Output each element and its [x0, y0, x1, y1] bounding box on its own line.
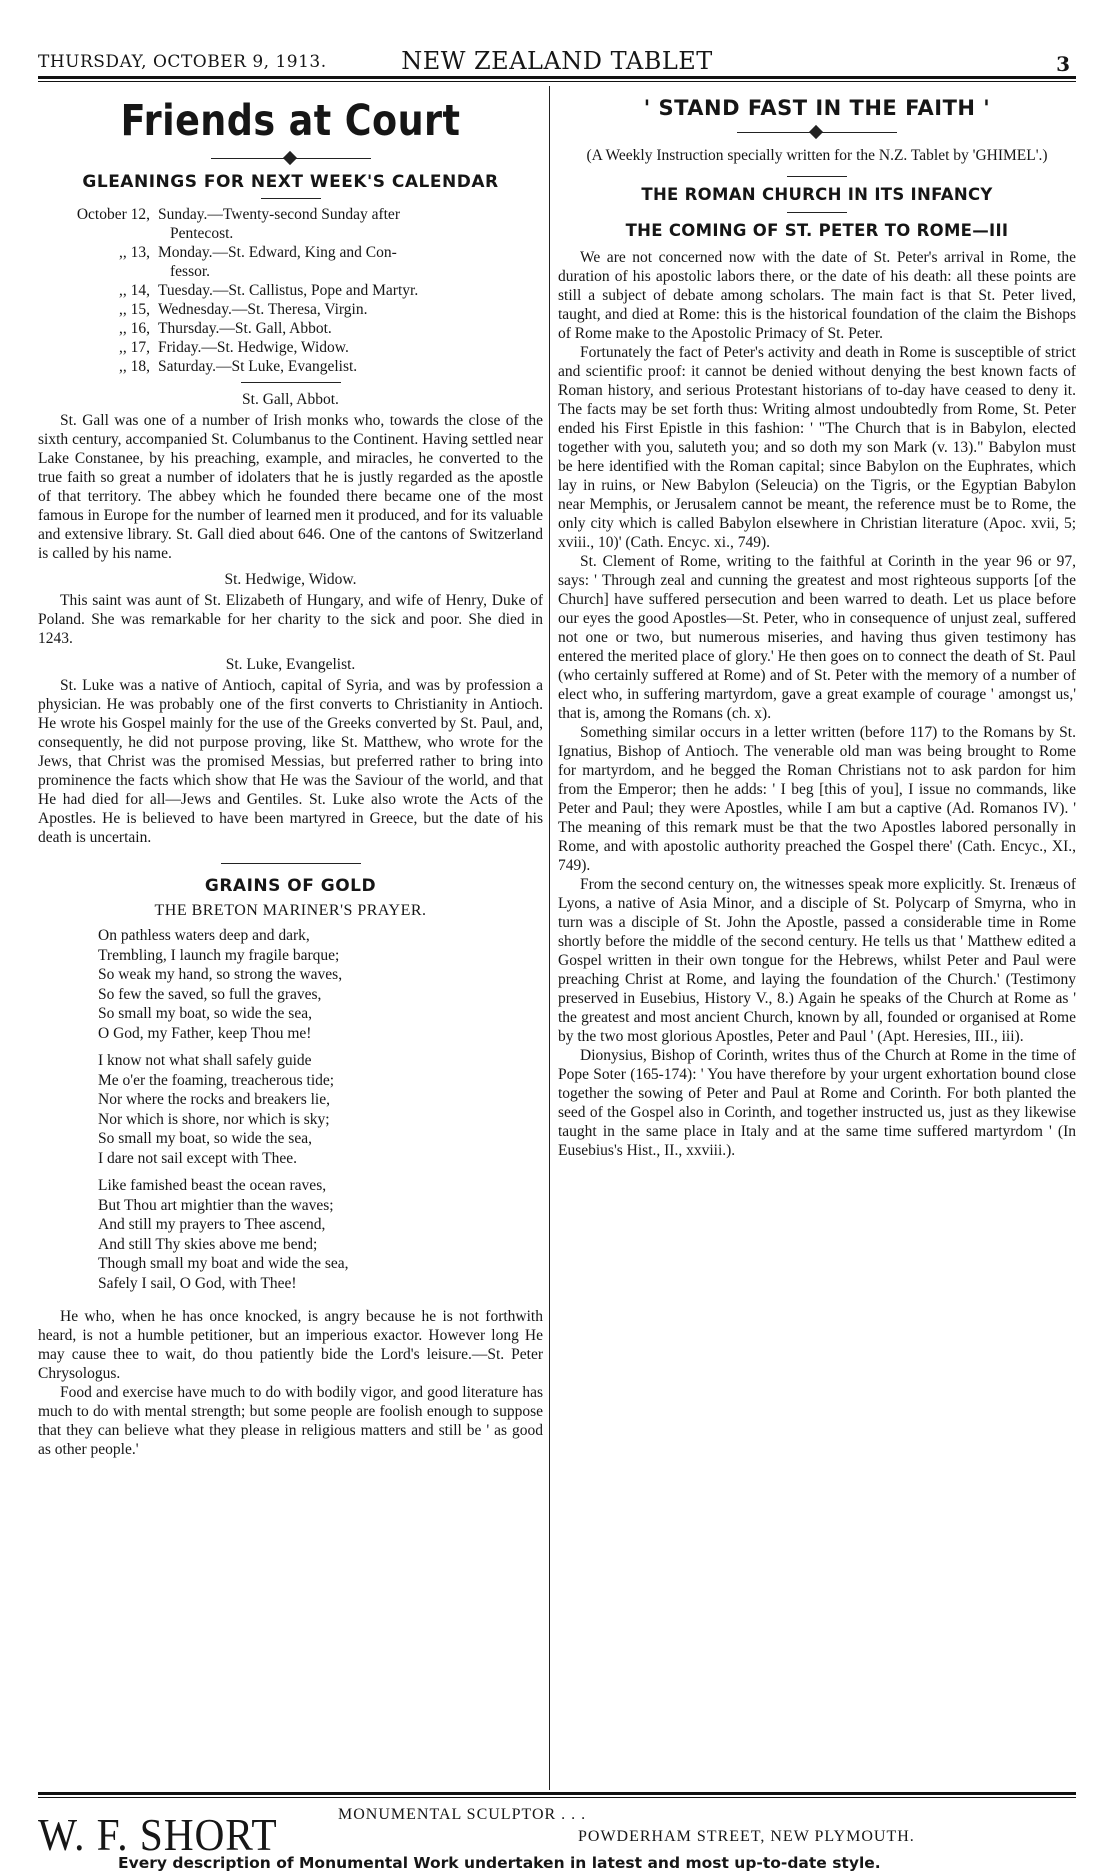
section-title-stand-fast: ' STAND FAST IN THE FAITH ' — [643, 96, 991, 120]
calendar-entry — [38, 243, 543, 281]
calendar-entry — [38, 205, 543, 243]
calendar-feast — [158, 338, 543, 357]
advert-role: MONUMENTAL SCULPTOR . . . — [338, 1806, 587, 1823]
masthead — [38, 0, 1076, 76]
columns — [38, 86, 1076, 1790]
calendar-entry — [38, 338, 543, 357]
calendar-feast — [158, 300, 543, 319]
left-column — [38, 86, 543, 1790]
poem-line: Though small my boat and wide the sea, — [98, 1255, 349, 1272]
poem-stanza-1 — [98, 926, 543, 1043]
masthead-rule-thin — [38, 81, 1076, 82]
calendar-feast-text: Wednesday.—St. Theresa, Virgin. — [158, 301, 368, 318]
calendar-feast — [158, 205, 543, 243]
calendar-feast-text: Friday.—St. Hedwige, Widow. — [158, 339, 349, 356]
calendar-entry — [38, 300, 543, 319]
masthead-publication: NEW ZEALAND TABLET — [401, 47, 713, 75]
poem-line: So small my boat, so wide the sea, — [98, 1130, 312, 1147]
calendar-date: ,, 17, — [119, 339, 150, 356]
calendar-feast-continued: Pentecost. — [170, 225, 234, 242]
calendar-feast — [158, 281, 543, 300]
short-rule — [261, 198, 321, 199]
masthead-rule — [38, 76, 1076, 79]
poem-stanza-2 — [98, 1051, 543, 1168]
poem-line: And still my prayers to Thee ascend, — [98, 1216, 326, 1233]
calendar-feast — [158, 243, 543, 281]
ornament-divider — [737, 126, 897, 140]
calendar-feast-continued: fessor. — [170, 263, 211, 280]
poem-line: I know not what shall safely guide — [98, 1052, 312, 1069]
short-rule — [221, 863, 361, 864]
calendar-feast — [158, 319, 543, 338]
calendar-feast — [158, 357, 543, 376]
advert-rule-thin — [38, 1797, 1076, 1798]
short-rule — [241, 382, 341, 383]
poem-line: Nor which is shore, nor which is sky; — [98, 1110, 330, 1128]
advert-address: POWDERHAM STREET, NEW PLYMOUTH. — [578, 1828, 915, 1845]
short-rule — [787, 176, 847, 177]
poem-line: I dare not sail except with Thee. — [98, 1149, 297, 1167]
calendar-list — [38, 205, 543, 376]
poem-stanza-3 — [98, 1176, 543, 1293]
ornament-divider — [211, 152, 371, 166]
page-number: 3 — [1056, 52, 1070, 76]
article-paragraph: Fortunately the fact of Peter's activity and death in Rome is susceptible of strict and scientific proof: it cannot be denied without denying the best known facts of Roman history, and serious Protestant historians of to-day have ceased to deny it. The facts may be set forth thus: Writing almost undoubtedly from Rome, St. Peter ended his First Epistle in this fashion: ' "The Church that is in Babylon, elected together with you, saluteth you; and so doth my son Mark (v. 13)." Babylon must be here identified with the Roman capital; since Babylon on the Euphrates, which lay in ruins, or New Babylon (Seleucia) on the Tigris, or the Egyptian Babylon near Memphis, or Jerusalem cannot be meant, the reference must be to Rome, the only city which is called Babylon elsewhere in Christian literature (Apoc. xvii, 5; xviii., 10)' (Cath. Encyc. xi., 749). — [558, 344, 1076, 551]
right-column — [558, 86, 1076, 1790]
poem-line: Like famished beast the ocean raves, — [98, 1177, 327, 1194]
heading-coming-of-peter: THE COMING OF ST. PETER TO ROME—III — [625, 221, 1009, 240]
heading-roman-church: THE ROMAN CHURCH IN ITS INFANCY — [641, 185, 993, 204]
calendar-heading: GLEANINGS FOR NEXT WEEK'S CALENDAR — [82, 172, 499, 192]
calendar-feast-text: Thursday.—St. Gall, Abbot. — [158, 320, 332, 337]
hedwige-text: This saint was aunt of St. Elizabeth of Hungary, and wife of Henry, Duke of Poland. She was remarkable for her charity to the sick and poor. She died in 1243. — [38, 592, 543, 647]
calendar-entry — [38, 281, 543, 300]
calendar-date: ,, 14, — [119, 282, 150, 299]
calendar-date: ,, 15, — [119, 301, 150, 318]
poem-line: Me o'er the foaming, treacherous tide; — [98, 1071, 335, 1089]
short-rule — [787, 212, 847, 213]
calendar-date: ,, 18, — [119, 358, 150, 375]
advert-name: W. F. SHORT — [38, 1809, 278, 1860]
advert-rule — [38, 1792, 1076, 1795]
hedwige-heading: St. Hedwige, Widow. — [224, 571, 357, 588]
poem-line: So weak my hand, so strong the waves, — [98, 966, 343, 983]
chrysologus-text: He who, when he has once knocked, is angry because he is not forthwith heard, is not a humble petitioner, but an imperious exactor. However long He may cause thee to wait, do thou patiently bide the Lord's leisure.—St. Peter Chrysologus. — [38, 1308, 543, 1382]
food-exercise-text: Food and exercise have much to do with bodily vigor, and good literature has much to do with mental strength; but some people are foolish enough to suppose that they can believe what they please in religious matters and still be ' as good as other people.' — [38, 1384, 543, 1458]
poem-line: O God, my Father, keep Thou me! — [98, 1024, 312, 1042]
column-divider — [549, 86, 550, 1790]
poem-line: Safely I sail, O God, with Thee! — [98, 1274, 297, 1292]
calendar-feast-text: Monday.—St. Edward, King and Con- — [158, 244, 397, 261]
calendar-date: ,, 16, — [119, 320, 150, 337]
poem-line: So few the saved, so full the graves, — [98, 985, 322, 1003]
article-paragraph: St. Clement of Rome, writing to the faithful at Corinth in the year 96 or 97, says: ' Through zeal and cunning the greatest and most righteous supports [of the Church] have suffered persecution and been warred to death. Let us place before our eyes the good Apostles—St. Peter, who in consequence of unjust zeal, suffered not one or two, but numerous miseries, and having thus given testimony has entered the merited place of glory.' He then goes on to connect the death of St. Paul (who certainly suffered at Rome) and of St. Peter with the memory of a number of elect who, in suffering martyrdom, gave a great example of courage ' amongst us,' that is, among the Romans (ch. x). — [558, 553, 1076, 722]
calendar-date: October 12, — [76, 206, 150, 223]
poem-line: And still Thy skies above me bend; — [98, 1235, 318, 1253]
masthead-date: THURSDAY, OCTOBER 9, 1913. — [38, 52, 327, 72]
section-title-friends-at-court: Friends at Court — [120, 96, 461, 146]
byline: (A Weekly Instruction specially written for the N.Z. Tablet by 'GHIMEL'.) — [586, 147, 1048, 164]
gall-text: St. Gall was one of a number of Irish monks who, towards the close of the sixth century, accompanied St. Columbanus to the Continent. Having settled near Lake Constanee, by his preaching, example, and miracles, he converted to the true faith so great a number of idolaters that he is justly regarded as the apostle of that territory. The abbey which he founded there became one of the most famous in Europe for the number of learned men it produced, and for its valuable and extensive library. St. Gall died about 646. One of the cantons of Switzerland is called by his name. — [38, 412, 543, 562]
article-paragraph: We are not concerned now with the date of St. Peter's arrival in Rome, the duration of his apostolic labors there, or the date of his death: all these points are still a subject of debate among scholars. The main fact is that St. Peter lived, taught, and died at Rome: this is the historical foundation of the claim the Bishops of Rome make to the Apostolic Primacy of St. Peter. — [558, 249, 1076, 342]
calendar-feast-text: Saturday.—St Luke, Evangelist. — [158, 358, 358, 375]
calendar-entry — [38, 357, 543, 376]
article-paragraph: From the second century on, the witnesses speak more explicitly. St. Irenæus of Lyons, a native of Asia Minor, and a disciple of St. Polycarp of Smyrna, who in turn was a disciple of St. John the Apostle, passed a considerable time in Rome shortly before the middle of the second century. He tells us that ' Matthew edited a Gospel written in their own tongue for the Hebrews, whilst Peter and Paul were preaching Christ at Rome, and laying the foundation of the Church.' (Testimony preserved in Eusebius, History V., 8.) Again he speaks of the Church at Rome as ' the greatest and most ancient Church, known by all, founded or organised at Rome by the two most glorious Apostles, Peter and Paul ' (Apt. Heresies, III., iii). — [558, 876, 1076, 1045]
calendar-feast-text: Sunday.—Twenty-second Sunday after — [158, 206, 400, 223]
article-body — [558, 248, 1076, 1160]
advert-tagline: Every description of Monumental Work undertaken in latest and most up-to-date style. — [118, 1854, 881, 1872]
gall-heading: St. Gall, Abbot. — [242, 391, 339, 408]
poem-line: So small my boat, so wide the sea, — [98, 1005, 312, 1022]
luke-heading: St. Luke, Evangelist. — [225, 656, 356, 673]
calendar-date: ,, 13, — [119, 244, 150, 261]
calendar-entry — [38, 319, 543, 338]
calendar-feast-text: Tuesday.—St. Callistus, Pope and Martyr. — [158, 282, 419, 299]
poem-line: Nor where the rocks and breakers lie, — [98, 1091, 330, 1108]
poem-title: THE BRETON MARINER'S PRAYER. — [154, 902, 427, 919]
article-paragraph: Dionysius, Bishop of Corinth, writes thus of the Church at Rome in the time of Pope Soter (165-174): ' You have therefore by your urgent exhortation bound close together the sowing of Peter and Paul at Rome and Corinth. For both planted the seed of the Gospel also in Corinth, and together instructed us, just as they likewise taught in the same place in Italy and at the same time suffered martyrdom ' (In Eusebius's Hist., II., xxviii.). — [558, 1047, 1076, 1159]
advertisement — [38, 1796, 1076, 1872]
grains-heading: GRAINS OF GOLD — [204, 876, 377, 896]
poem-line: On pathless waters deep and dark, — [98, 927, 310, 944]
article-paragraph: Something similar occurs in a letter written (before 117) to the Romans by St. Ignatius, Bishop of Antioch. The venerable old man was being brought to Rome for martyrdom, and he begged the Roman Christians not to ask pardon for him from the Emperor; then he adds: ' I beg [this of you], I issue no commands, like Peter and Paul; they were Apostles, while I am but a captive (Ad. Romanos IV). ' The meaning of this remark must be that the two Apostles labored personally in Rome, and with apostolic authority preached the Gospel there' (Cath. Encyc., XI., 749). — [558, 724, 1076, 874]
luke-text: St. Luke was a native of Antioch, capital of Syria, and was by profession a physician. He was probably one of the first converts to Christianity in Antioch. He wrote his Gospel mainly for the use of the Greeks converted by St. Paul, and, consequently, he did not purpose proving, like St. Matthew, who wrote for the Jews, that Christ was the promised Messias, but preferred rather to bring into prominence the facts which show that He was the Saviour of the world, and that He had died for all—Jews and Gentiles. St. Luke also wrote the Acts of the Apostles. He is believed to have been martyred in Greece, but the date of his death is uncertain. — [38, 677, 543, 846]
poem-line: But Thou art mightier than the waves; — [98, 1196, 334, 1214]
poem-line: Trembling, I launch my fragile barque; — [98, 946, 340, 964]
